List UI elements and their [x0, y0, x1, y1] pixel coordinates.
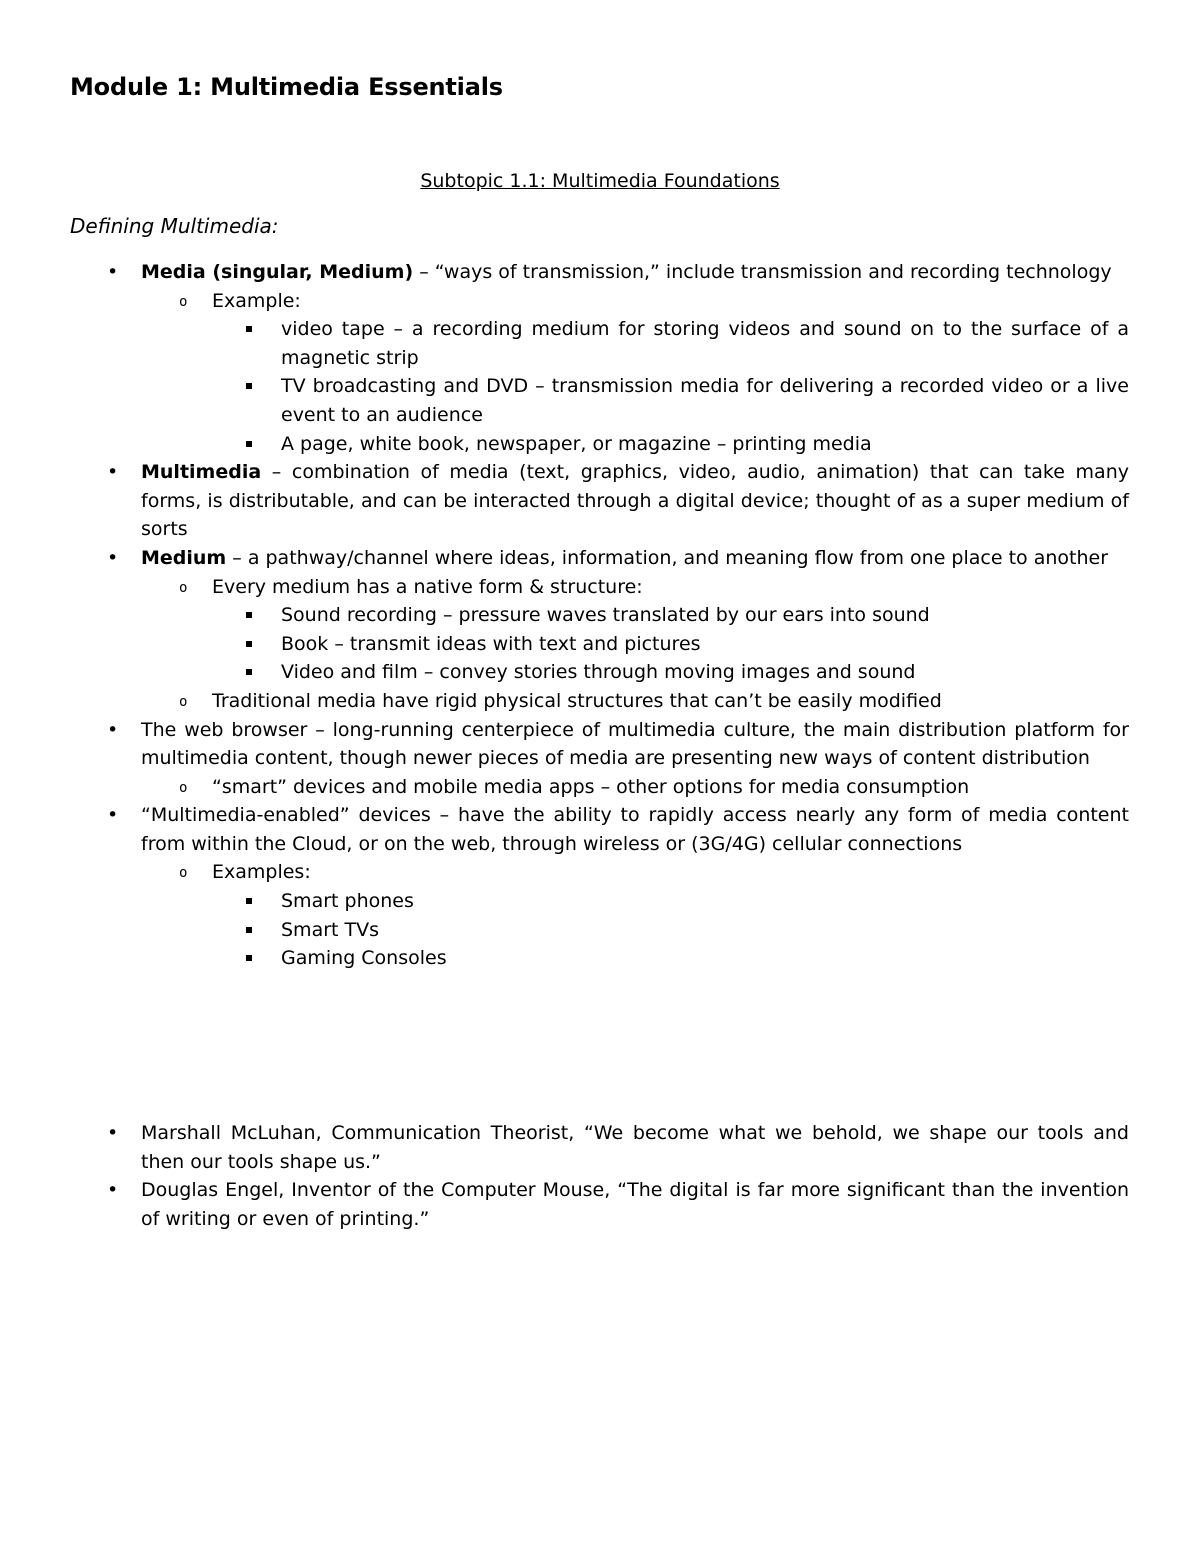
sub-bullet-marker: o — [179, 779, 188, 796]
square-bullet-icon — [246, 441, 252, 447]
nested-list-item — [281, 372, 1129, 429]
nested-list-item — [281, 916, 1129, 945]
square-bullet-icon — [246, 898, 252, 904]
square-bullet-icon — [246, 641, 252, 647]
definition-text: – a pathway/channel where ideas, information, and meaning flow from one place to another — [226, 546, 1109, 569]
list-item — [107, 716, 1129, 802]
sub-list-item — [179, 687, 1129, 716]
sub-list — [141, 573, 1129, 716]
nested-item-text: TV broadcasting and DVD – transmission media for delivering a recorded video or a live event to an audience — [281, 375, 1129, 426]
section-heading: Defining Multimedia: — [70, 214, 279, 238]
term: Media (singular, Medium) — [141, 261, 414, 283]
nested-list-item — [281, 630, 1129, 659]
sub-bullet-marker: o — [179, 865, 188, 882]
sub-list-item — [179, 287, 1129, 459]
sub-list — [141, 858, 1129, 972]
square-bullet-icon — [246, 669, 252, 675]
term: Medium — [141, 546, 227, 569]
definitions-list-container — [0, 258, 1200, 973]
quote-text: Douglas Engel, Inventor of the Computer Mouse, “The digital is far more significant than the invention of writing or even of printing.” — [141, 1179, 1129, 1230]
nested-list-item — [281, 315, 1129, 372]
definition-text: “Multimedia-enabled” devices – have the ability to rapidly access nearly any form of media content from within the Cloud, or on the web, through wireless or (3G/4G) cellular connections — [141, 804, 1129, 855]
sub-item-text: Traditional media have rigid physical structures that can’t be easily modified — [212, 689, 942, 712]
sub-item-text: Example: — [212, 289, 301, 312]
nested-item-text: Smart TVs — [281, 918, 380, 941]
sub-bullet-marker: o — [179, 579, 188, 596]
square-bullet-icon — [246, 326, 252, 332]
list-item — [107, 258, 1129, 458]
definition-text: – “ways of transmission,” include transmission and recording technology — [413, 261, 1112, 283]
nested-item-text: A page, white book, newspaper, or magazine – printing media — [281, 432, 872, 455]
nested-list-item — [281, 658, 1129, 687]
quotes-list — [0, 1119, 1200, 1233]
nested-list-item — [281, 887, 1129, 916]
nested-item-text: video tape – a recording medium for storing videos and sound on to the surface of a magnetic strip — [281, 318, 1129, 369]
list-item — [107, 801, 1129, 973]
bullet-marker: • — [107, 804, 119, 827]
quote-item — [107, 1176, 1129, 1233]
sub-list — [141, 773, 1129, 802]
nested-list-item — [281, 430, 1129, 459]
sub-list — [141, 287, 1129, 459]
bullet-marker: • — [107, 546, 119, 569]
nested-item-text: Book – transmit ideas with text and pictures — [281, 632, 701, 655]
nested-list — [212, 315, 1129, 458]
sub-bullet-marker: o — [179, 693, 188, 710]
bullet-marker: • — [107, 461, 119, 484]
definitions-list — [0, 258, 1200, 973]
quotes-list-container — [0, 1119, 1200, 1233]
quote-text: Marshall McLuhan, Communication Theorist, “We become what we behold, we shape our tools and then our tools shape us.” — [141, 1122, 1129, 1173]
list-item — [107, 458, 1129, 544]
definition-text: The web browser – long-running centerpiece of multimedia culture, the main distribution platform for multimedia content, though newer pieces of media are presenting new ways of content distribution — [141, 718, 1129, 770]
subtopic-heading: Subtopic 1.1: Multimedia Foundations — [420, 170, 780, 192]
nested-item-text: Sound recording – pressure waves translated by our ears into sound — [281, 604, 930, 627]
bullet-marker: • — [107, 718, 119, 741]
nested-list — [212, 601, 1129, 687]
sub-list-item — [179, 573, 1129, 687]
definition-text: – combination of media (text, graphics, video, audio, animation) that can take many forms, is distributable, and can be interacted through a digital device; thought of as a super medium of sorts — [141, 461, 1129, 541]
square-bullet-icon — [246, 612, 252, 618]
sub-item-text: Every medium has a native form & structure: — [212, 575, 643, 598]
module-title: Module 1: Multimedia Essentials — [70, 73, 503, 101]
sub-bullet-marker: o — [179, 293, 188, 310]
term: Multimedia — [141, 461, 262, 484]
list-item — [107, 544, 1129, 716]
square-bullet-icon — [246, 383, 252, 389]
nested-list-item — [281, 944, 1129, 973]
quote-item — [107, 1119, 1129, 1176]
sub-item-text: “smart” devices and mobile media apps – other options for media consumption — [212, 775, 970, 798]
nested-list — [212, 887, 1129, 973]
bullet-marker: • — [107, 261, 119, 283]
nested-item-text: Video and film – convey stories through moving images and sound — [281, 661, 916, 684]
bullet-marker: • — [107, 1179, 119, 1202]
square-bullet-icon — [246, 927, 252, 933]
sub-list-item — [179, 773, 1129, 802]
nested-item-text: Smart phones — [281, 890, 414, 913]
square-bullet-icon — [246, 955, 252, 961]
nested-item-text: Gaming Consoles — [281, 947, 447, 970]
nested-list-item — [281, 601, 1129, 630]
sub-list-item — [179, 858, 1129, 972]
bullet-marker: • — [107, 1122, 119, 1144]
sub-item-text: Examples: — [212, 861, 311, 884]
